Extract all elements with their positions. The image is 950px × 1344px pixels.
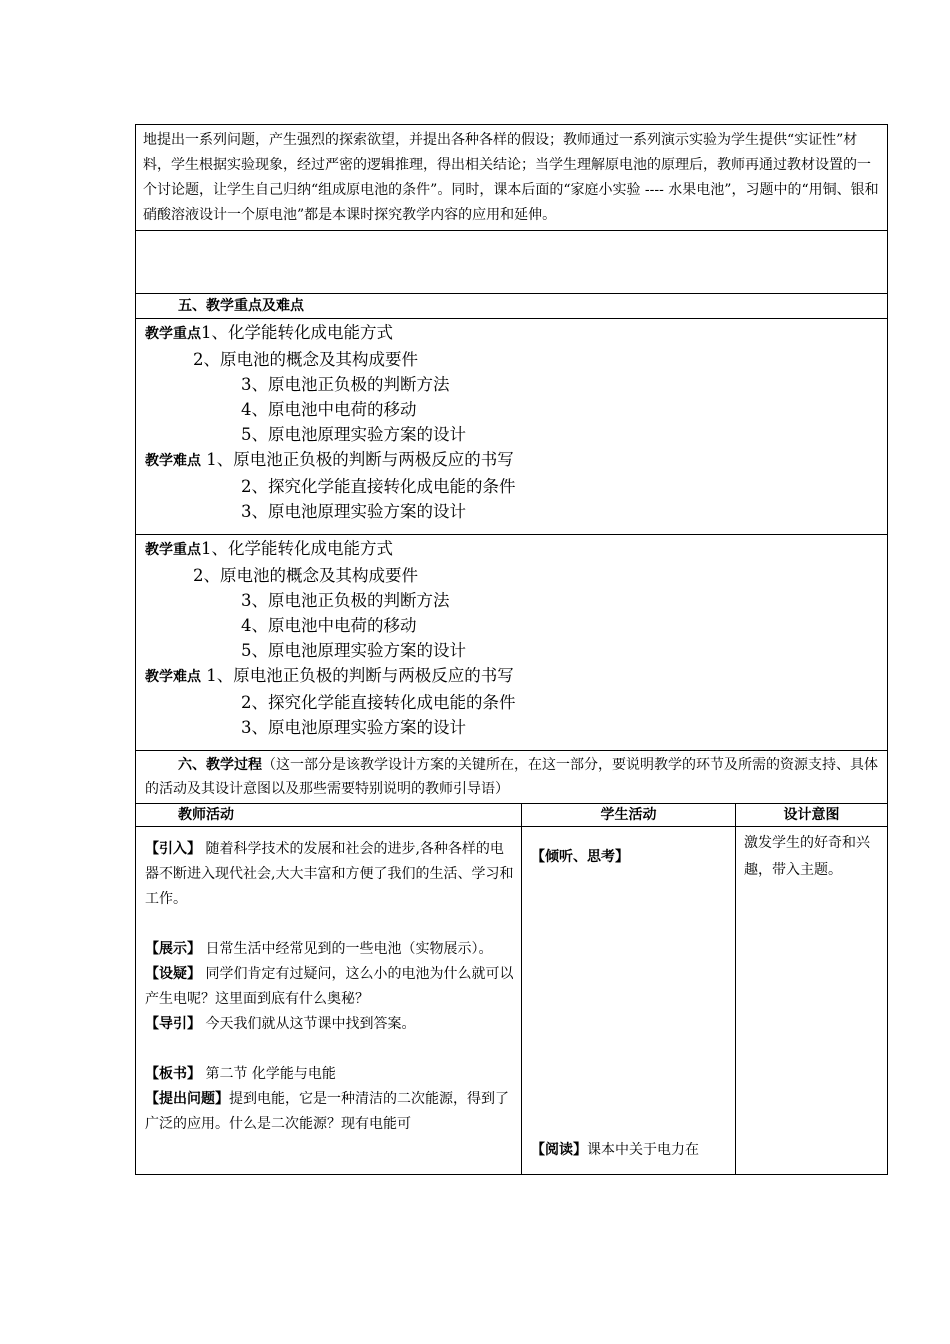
section6-row — [136, 751, 888, 804]
column-header-row — [136, 804, 888, 827]
difficulty-item: 1、原电池正负极的判断与两极反应的书写 — [206, 666, 514, 685]
difficulty-item: 2、探究化学能直接转化成电能的条件 — [241, 693, 516, 712]
teacher-activity-item: 【导引】 今天我们就从这节课中找到答案。 — [145, 1016, 416, 1032]
focus-item: 3、原电池正负极的判断方法 — [241, 375, 450, 394]
student-column-header: 学生活动 — [522, 804, 736, 827]
focus-item: 5、原电池原理实验方案的设计 — [241, 425, 466, 444]
section5-header-row — [136, 294, 888, 319]
focus-item: 4、原电池中电荷的移动 — [241, 616, 417, 635]
teacher-activity-item: 【设疑】 同学们肯定有过疑问，这么小的电池为什么就可以产生电呢？这里面到底有什么奥秘？ — [145, 966, 514, 1007]
teacher-column-header: 教师活动 — [136, 804, 522, 827]
focus-label: 教学重点 — [145, 326, 201, 342]
difficulty-label: 教学难点 — [145, 669, 201, 685]
intro-row — [136, 125, 888, 231]
section6-note: （这一部分是该教学设计方案的关键所在，在这一部分，要说明教学的环节及所需的资源支持、具体的活动及其设计意图以及那些需要特别说明的教师引导语） — [145, 757, 878, 797]
empty-row — [136, 231, 888, 294]
intent-column-header: 设计意图 — [736, 804, 888, 827]
difficulty-item: 3、原电池原理实验方案的设计 — [241, 718, 466, 737]
teacher-activity-item: 【板书】 第二节 化学能与电能 — [145, 1066, 336, 1082]
teacher-activity-item: 【提出问题】提到电能，它是一种清洁的二次能源，得到了广泛的应用。什么是二次能源？现有电能可 — [145, 1091, 509, 1132]
focus-label: 教学重点 — [145, 542, 201, 558]
section6-title: 六、教学过程 — [178, 757, 262, 773]
key-points-block — [136, 319, 888, 535]
focus-item: 5、原电池原理实验方案的设计 — [241, 641, 466, 660]
lesson-plan-page — [135, 124, 887, 1175]
student-activity-cell — [522, 827, 736, 1175]
lesson-plan-table — [135, 124, 888, 1175]
section5-title: 五、教学重点及难点 — [136, 294, 888, 319]
key-points-row — [136, 319, 888, 535]
difficulty-item: 1、原电池正负极的判断与两极反应的书写 — [206, 450, 514, 469]
activity-row — [136, 827, 888, 1175]
focus-item: 4、原电池中电荷的移动 — [241, 400, 417, 419]
teacher-activity-item: 【引入】 随着科学技术的发展和社会的进步,各种各样的电器不断进入现代社会,大大丰富和方便了我们的生活、学习和工作。 — [145, 841, 514, 907]
difficulty-item: 2、探究化学能直接转化成电能的条件 — [241, 477, 516, 496]
student-activity-item: 【倾听、思考】 — [531, 849, 629, 865]
teacher-activity-item: 【展示】 日常生活中经常见到的一些电池（实物展示）。 — [145, 941, 493, 957]
focus-item: 3、原电池正负极的判断方法 — [241, 591, 450, 610]
teacher-activity-cell — [136, 827, 522, 1175]
focus-item: 2、原电池的概念及其构成要件 — [193, 566, 418, 585]
focus-item: 1、化学能转化成电能方式 — [201, 323, 393, 342]
focus-item: 1、化学能转化成电能方式 — [201, 539, 393, 558]
student-activity-item: 【阅读】课本中关于电力在 — [531, 1142, 699, 1158]
difficulty-label: 教学难点 — [145, 453, 201, 469]
key-points-row-repeat — [136, 535, 888, 751]
section6-block — [136, 751, 888, 804]
key-points-block — [136, 535, 888, 751]
difficulty-item: 3、原电池原理实验方案的设计 — [241, 502, 466, 521]
focus-item: 2、原电池的概念及其构成要件 — [193, 350, 418, 369]
design-intent-cell: 激发学生的好奇和兴趣，带入主题。 — [736, 827, 888, 1175]
intro-paragraph: 地提出一系列问题，产生强烈的探索欲望，并提出各种各样的假设；教师通过一系列演示实验为学生提供“实证性”材料，学生根据实验现象，经过严密的逻辑推理，得出相关结论；当学生理解原电池的原理后，教师再通过教材设置的一个讨论题，让学生自己归纳“组成原电池的条件”。同时，课本后面的“家庭小实验 ---- 水果电池”，习题中的“用铜、银和硝酸溶液设计一个原电池”都是本课时探究教学内容的应用和延伸。 — [136, 125, 888, 231]
